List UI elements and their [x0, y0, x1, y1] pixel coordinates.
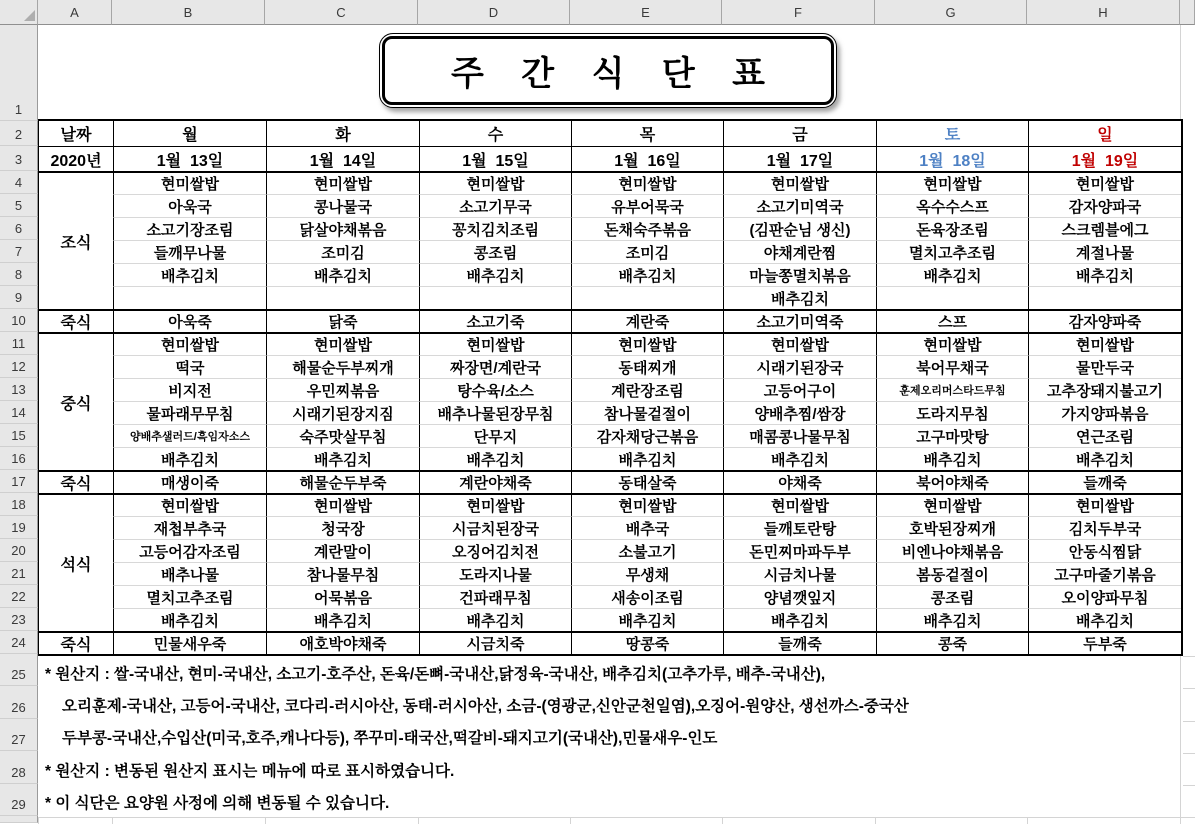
menu-cell-H7[interactable]: 계절나물 — [1028, 240, 1181, 263]
porridge-cell-C17[interactable]: 해물순두부죽 — [266, 470, 419, 493]
menu-cell-E4[interactable]: 현미쌀밥 — [571, 171, 723, 194]
gridline — [112, 818, 113, 824]
row-header-5[interactable]: 5 — [0, 194, 38, 217]
col-header-E[interactable]: E — [570, 0, 722, 25]
cell-A2[interactable]: 날짜 — [60, 127, 92, 144]
menu-cell-F8[interactable]: 마늘쫑멸치볶음 — [723, 263, 876, 286]
date-cell-H[interactable]: 1월 19일 — [1028, 146, 1181, 171]
row-header-16[interactable]: 16 — [0, 447, 38, 470]
menu-cell-B15[interactable]: 양배추샐러드/흑임자소스 — [113, 424, 266, 447]
menu-cell-D16[interactable]: 배추김치 — [419, 447, 571, 470]
porridge-cell-C10[interactable]: 닭죽 — [266, 309, 419, 332]
menu-cell-H22[interactable]: 오이양파무침 — [1028, 585, 1181, 608]
menu-cell-F19[interactable]: 들깨토란탕 — [723, 516, 876, 539]
menu-cell-D21[interactable]: 도라지나물 — [419, 562, 571, 585]
menu-cell-G23[interactable]: 배추김치 — [876, 608, 1028, 631]
menu-cell-G4[interactable]: 현미쌀밥 — [876, 171, 1028, 194]
menu-cell-D15[interactable]: 단무지 — [419, 424, 571, 447]
menu-cell-H14[interactable]: 가지양파볶음 — [1028, 401, 1181, 424]
row-header-20[interactable]: 20 — [0, 539, 38, 562]
porridge-cell-F24[interactable]: 들깨죽 — [723, 631, 876, 654]
row-number-gutter — [0, 25, 38, 823]
day-header-B[interactable]: 월 — [113, 121, 266, 146]
menu-cell-B20[interactable]: 고등어감자조림 — [113, 539, 266, 562]
row-header-stub — [0, 816, 38, 823]
menu-cell-E13[interactable]: 계란장조림 — [571, 378, 723, 401]
row-header-11[interactable]: 11 — [0, 332, 38, 355]
gridline — [265, 818, 266, 824]
menu-cell-E21[interactable]: 무생채 — [571, 562, 723, 585]
menu-cell-G11[interactable]: 현미쌀밥 — [876, 332, 1028, 355]
row-header-3[interactable]: 3 — [0, 146, 38, 171]
menu-cell-E12[interactable]: 동태찌개 — [571, 355, 723, 378]
porridge-label-cell-A24[interactable]: 죽식 — [39, 631, 113, 654]
porridge-label-cell-A10[interactable]: 죽식 — [39, 309, 113, 332]
menu-cell-G6[interactable]: 돈육장조림 — [876, 217, 1028, 240]
title-frame — [382, 36, 834, 105]
menu-cell-H11[interactable]: 현미쌀밥 — [1028, 332, 1181, 355]
row-header-17[interactable]: 17 — [0, 470, 38, 493]
row-header-13[interactable]: 13 — [0, 378, 38, 401]
menu-cell-F14[interactable]: 양배추찜/쌈장 — [723, 401, 876, 424]
date-cell-F[interactable]: 1월 17일 — [723, 146, 876, 171]
menu-cell-C18[interactable]: 현미쌀밥 — [266, 493, 419, 516]
date-cell-C[interactable]: 1월 14일 — [266, 146, 419, 171]
col-header-stub — [1180, 0, 1195, 25]
col-header-B[interactable]: B — [112, 0, 265, 25]
menu-cell-B19[interactable]: 재첩부추국 — [113, 516, 266, 539]
menu-cell-E14[interactable]: 참나물겉절이 — [571, 401, 723, 424]
menu-cell-F23[interactable]: 배추김치 — [723, 608, 876, 631]
menu-cell-D14[interactable]: 배추나물된장무침 — [419, 401, 571, 424]
select-all-corner[interactable] — [0, 0, 38, 25]
menu-cell-G18[interactable]: 현미쌀밥 — [876, 493, 1028, 516]
row-header-15[interactable]: 15 — [0, 424, 38, 447]
porridge-cell-D10[interactable]: 소고기죽 — [419, 309, 571, 332]
menu-cell-C14[interactable]: 시래기된장지짐 — [266, 401, 419, 424]
meal-label-cell-A11[interactable]: 중식 — [39, 332, 113, 470]
gridline — [1180, 818, 1181, 824]
menu-cell-F21[interactable]: 시금치나물 — [723, 562, 876, 585]
menu-cell-H5[interactable]: 감자양파국 — [1028, 194, 1181, 217]
porridge-cell-H17[interactable]: 들깨죽 — [1028, 470, 1181, 493]
menu-cell-H4[interactable]: 현미쌀밥 — [1028, 171, 1181, 194]
menu-cell-F20[interactable]: 돈민찌마파두부 — [723, 539, 876, 562]
menu-cell-G15[interactable]: 고구마맛탕 — [876, 424, 1028, 447]
menu-cell-C11[interactable]: 현미쌀밥 — [266, 332, 419, 355]
menu-cell-G21[interactable]: 봄동겉절이 — [876, 562, 1028, 585]
menu-cell-F11[interactable]: 현미쌀밥 — [723, 332, 876, 355]
row-header-12[interactable]: 12 — [0, 355, 38, 378]
menu-cell-C6[interactable]: 닭살야채볶음 — [266, 217, 419, 240]
page-title: 주 간 식 단 표 — [450, 55, 779, 93]
menu-cell-H13[interactable]: 고추장돼지불고기 — [1028, 378, 1181, 401]
row-header-23[interactable]: 23 — [0, 608, 38, 631]
menu-cell-E23[interactable]: 배추김치 — [571, 608, 723, 631]
porridge-cell-B17[interactable]: 매생이죽 — [113, 470, 266, 493]
row-header-2[interactable]: 2 — [0, 121, 38, 146]
menu-cell-D4[interactable]: 현미쌀밥 — [419, 171, 571, 194]
porridge-cell-H10[interactable]: 감자양파죽 — [1028, 309, 1181, 332]
porridge-cell-G24[interactable]: 콩죽 — [876, 631, 1028, 654]
title-box[interactable] — [379, 33, 837, 108]
porridge-cell-D17[interactable]: 계란야채죽 — [419, 470, 571, 493]
menu-cell-G8[interactable]: 배추김치 — [876, 263, 1028, 286]
menu-cell-C13[interactable]: 우민찌볶음 — [266, 378, 419, 401]
menu-cell-B21[interactable]: 배추나물 — [113, 562, 266, 585]
menu-cell-B7[interactable]: 들깨무나물 — [113, 240, 266, 263]
menu-cell-G9[interactable] — [876, 286, 1028, 309]
menu-cell-C8[interactable]: 배추김치 — [266, 263, 419, 286]
menu-cell-C9[interactable] — [266, 286, 419, 309]
row-header-28[interactable]: 28 — [0, 751, 38, 783]
menu-cell-H18[interactable]: 현미쌀밥 — [1028, 493, 1181, 516]
menu-cell-F18[interactable]: 현미쌀밥 — [723, 493, 876, 516]
menu-cell-G19[interactable]: 호박된장찌개 — [876, 516, 1028, 539]
day-header-D[interactable]: 수 — [419, 121, 571, 146]
menu-cell-C20[interactable]: 계란말이 — [266, 539, 419, 562]
menu-cell-H23[interactable]: 배추김치 — [1028, 608, 1181, 631]
porridge-cell-B10[interactable]: 아욱죽 — [113, 309, 266, 332]
date-cell-E[interactable]: 1월 16일 — [571, 146, 723, 171]
menu-cell-E20[interactable]: 소불고기 — [571, 539, 723, 562]
menu-cell-E11[interactable]: 현미쌀밥 — [571, 332, 723, 355]
menu-cell-G16[interactable]: 배추김치 — [876, 447, 1028, 470]
menu-cell-F4[interactable]: 현미쌀밥 — [723, 171, 876, 194]
menu-cell-D23[interactable]: 배추김치 — [419, 608, 571, 631]
menu-cell-B8[interactable]: 배추김치 — [113, 263, 266, 286]
col-header-G[interactable]: G — [875, 0, 1027, 25]
menu-cell-C19[interactable]: 청국장 — [266, 516, 419, 539]
menu-cell-D19[interactable]: 시금치된장국 — [419, 516, 571, 539]
menu-cell-B4[interactable]: 현미쌀밥 — [113, 171, 266, 194]
menu-cell-C5[interactable]: 콩나물국 — [266, 194, 419, 217]
menu-cell-H15[interactable]: 연근조림 — [1028, 424, 1181, 447]
col-header-F[interactable]: F — [722, 0, 875, 25]
menu-cell-B23[interactable]: 배추김치 — [113, 608, 266, 631]
menu-cell-C16[interactable]: 배추김치 — [266, 447, 419, 470]
menu-cell-E9[interactable] — [571, 286, 723, 309]
row-header-14[interactable]: 14 — [0, 401, 38, 424]
menu-cell-D8[interactable]: 배추김치 — [419, 263, 571, 286]
menu-cell-F6[interactable]: (김판순님 생신) — [723, 217, 876, 240]
menu-cell-H21[interactable]: 고구마줄기볶음 — [1028, 562, 1181, 585]
porridge-cell-D24[interactable]: 시금치죽 — [419, 631, 571, 654]
porridge-cell-E17[interactable]: 동태살죽 — [571, 470, 723, 493]
origin-note-2[interactable]: 오리훈제-국내산, 고등어-국내산, 코다리-러시아산, 동태-러시아산, 소금-(영광군,신안군천일염),오징어-원양산, 생선까스-중국산 — [62, 698, 909, 716]
row-header-21[interactable]: 21 — [0, 562, 38, 585]
day-header-E[interactable]: 목 — [571, 121, 723, 146]
row-header-26[interactable]: 26 — [0, 686, 38, 718]
porridge-cell-E24[interactable]: 땅콩죽 — [571, 631, 723, 654]
menu-cell-F12[interactable]: 시래기된장국 — [723, 355, 876, 378]
menu-cell-D18[interactable]: 현미쌀밥 — [419, 493, 571, 516]
menu-cell-F16[interactable]: 배추김치 — [723, 447, 876, 470]
row-header-18[interactable]: 18 — [0, 493, 38, 516]
menu-cell-F7[interactable]: 야채계란찜 — [723, 240, 876, 263]
menu-cell-D22[interactable]: 건파래무침 — [419, 585, 571, 608]
menu-cell-G5[interactable]: 옥수수스프 — [876, 194, 1028, 217]
porridge-cell-H24[interactable]: 두부죽 — [1028, 631, 1181, 654]
corner-triangle-icon — [24, 10, 35, 21]
row-header-19[interactable]: 19 — [0, 516, 38, 539]
origin-notes — [38, 657, 1195, 818]
date-cell-G[interactable]: 1월 18일 — [876, 146, 1028, 171]
gridline — [722, 818, 723, 824]
menu-cell-D5[interactable]: 소고기무국 — [419, 194, 571, 217]
origin-note-4[interactable]: * 원산지 : 변동된 원산지 표시는 메뉴에 따로 표시하였습니다. — [45, 762, 455, 780]
porridge-cell-B24[interactable]: 민물새우죽 — [113, 631, 266, 654]
menu-cell-G14[interactable]: 도라지무침 — [876, 401, 1028, 424]
menu-cell-B13[interactable]: 비지전 — [113, 378, 266, 401]
gridline — [1027, 818, 1028, 824]
menu-cell-H20[interactable]: 안동식찜닭 — [1028, 539, 1181, 562]
menu-cell-B14[interactable]: 물파래무무침 — [113, 401, 266, 424]
menu-cell-B6[interactable]: 소고기장조림 — [113, 217, 266, 240]
gridline — [418, 818, 419, 824]
col-header-D[interactable]: D — [418, 0, 570, 25]
cell-A3[interactable]: 2020년 — [39, 146, 113, 171]
menu-cell-C22[interactable]: 어묵볶음 — [266, 585, 419, 608]
menu-cell-E19[interactable]: 배추국 — [571, 516, 723, 539]
row-header-8[interactable]: 8 — [0, 263, 38, 286]
gridline — [875, 818, 876, 824]
gridline — [38, 818, 39, 824]
row-header-27[interactable]: 27 — [0, 719, 38, 751]
row-header-7[interactable]: 7 — [0, 240, 38, 263]
day-header-G[interactable]: 토 — [876, 121, 1028, 146]
col-header-C[interactable]: C — [265, 0, 418, 25]
menu-cell-H8[interactable]: 배추김치 — [1028, 263, 1181, 286]
menu-cell-D13[interactable]: 탕수육/소스 — [419, 378, 571, 401]
menu-cell-D20[interactable]: 오징어김치전 — [419, 539, 571, 562]
menu-cell-G20[interactable]: 비엔나야채볶음 — [876, 539, 1028, 562]
menu-cell-B16[interactable]: 배추김치 — [113, 447, 266, 470]
row-header-29[interactable]: 29 — [0, 784, 38, 816]
menu-cell-E7[interactable]: 조미김 — [571, 240, 723, 263]
row-header-10[interactable]: 10 — [0, 309, 38, 332]
menu-cell-E15[interactable]: 감자채당근볶음 — [571, 424, 723, 447]
menu-cell-E6[interactable]: 돈채숙주볶음 — [571, 217, 723, 240]
row-header-24[interactable]: 24 — [0, 631, 38, 654]
menu-cell-D9[interactable] — [419, 286, 571, 309]
menu-cell-E18[interactable]: 현미쌀밥 — [571, 493, 723, 516]
menu-cell-D12[interactable]: 짜장면/계란국 — [419, 355, 571, 378]
menu-cell-C15[interactable]: 숙주맛살무침 — [266, 424, 419, 447]
menu-cell-B12[interactable]: 떡국 — [113, 355, 266, 378]
porridge-cell-F10[interactable]: 소고기미역죽 — [723, 309, 876, 332]
menu-cell-C12[interactable]: 해물순두부찌개 — [266, 355, 419, 378]
menu-cell-E16[interactable]: 배추김치 — [571, 447, 723, 470]
column-header-bar — [0, 0, 1195, 25]
menu-cell-H9[interactable] — [1028, 286, 1181, 309]
porridge-cell-E10[interactable]: 계란죽 — [571, 309, 723, 332]
menu-cell-F13[interactable]: 고등어구이 — [723, 378, 876, 401]
row-header-1[interactable]: 1 — [0, 25, 38, 121]
origin-note-1[interactable]: * 원산지 : 쌀-국내산, 현미-국내산, 소고기-호주산, 돈육/돈뼈-국내산,닭정육-국내산, 배추김치(고추가루, 배추-국내산), — [45, 666, 826, 684]
porridge-cell-G17[interactable]: 북어야채죽 — [876, 470, 1028, 493]
origin-note-3[interactable]: 두부콩-국내산,수입산(미국,호주,캐나다등), 쭈꾸미-태국산,떡갈비-돼지고기(국내산),민물새우-인도 — [62, 730, 718, 748]
menu-cell-H16[interactable]: 배추김치 — [1028, 447, 1181, 470]
porridge-cell-C24[interactable]: 애호박야채죽 — [266, 631, 419, 654]
row-header-4[interactable]: 4 — [0, 171, 38, 194]
menu-cell-C21[interactable]: 참나물무침 — [266, 562, 419, 585]
menu-cell-B5[interactable]: 아욱국 — [113, 194, 266, 217]
menu-cell-B11[interactable]: 현미쌀밥 — [113, 332, 266, 355]
menu-cell-H12[interactable]: 물만두국 — [1028, 355, 1181, 378]
menu-cell-H6[interactable]: 스크렘블에그 — [1028, 217, 1181, 240]
menu-cell-G12[interactable]: 북어무채국 — [876, 355, 1028, 378]
menu-cell-B22[interactable]: 멸치고추조림 — [113, 585, 266, 608]
menu-cell-F15[interactable]: 매콤콩나물무침 — [723, 424, 876, 447]
meal-plan-table — [37, 119, 1183, 656]
menu-cell-H19[interactable]: 김치두부국 — [1028, 516, 1181, 539]
menu-cell-E8[interactable]: 배추김치 — [571, 263, 723, 286]
day-header-F[interactable]: 금 — [723, 121, 876, 146]
day-header-H[interactable]: 일 — [1028, 121, 1181, 146]
row-header-22[interactable]: 22 — [0, 585, 38, 608]
menu-cell-B9[interactable] — [113, 286, 266, 309]
porridge-cell-F17[interactable]: 야채죽 — [723, 470, 876, 493]
menu-cell-C4[interactable]: 현미쌀밥 — [266, 171, 419, 194]
date-cell-D[interactable]: 1월 15일 — [419, 146, 571, 171]
row-header-25[interactable]: 25 — [0, 654, 38, 686]
notice-note[interactable]: * 이 식단은 요양원 사정에 의해 변동될 수 있습니다. — [45, 794, 390, 812]
gridline — [570, 818, 571, 824]
menu-cell-F5[interactable]: 소고기미역국 — [723, 194, 876, 217]
row-header-9[interactable]: 9 — [0, 286, 38, 309]
date-cell-B[interactable]: 1월 13일 — [113, 146, 266, 171]
menu-cell-B18[interactable]: 현미쌀밥 — [113, 493, 266, 516]
porridge-label-cell-A17[interactable]: 죽식 — [39, 470, 113, 493]
menu-cell-D7[interactable]: 콩조림 — [419, 240, 571, 263]
menu-cell-C7[interactable]: 조미김 — [266, 240, 419, 263]
meal-label-cell-A18[interactable]: 석식 — [39, 493, 113, 631]
menu-cell-G22[interactable]: 콩조림 — [876, 585, 1028, 608]
col-header-A[interactable]: A — [38, 0, 112, 25]
menu-cell-G13[interactable]: 훈제오리머스타드무침 — [876, 378, 1028, 401]
meal-label-cell-A4[interactable]: 조식 — [39, 171, 113, 309]
col-header-H[interactable]: H — [1027, 0, 1180, 25]
menu-cell-C23[interactable]: 배추김치 — [266, 608, 419, 631]
day-header-C[interactable]: 화 — [266, 121, 419, 146]
menu-cell-E22[interactable]: 새송이조림 — [571, 585, 723, 608]
porridge-cell-G10[interactable]: 스프 — [876, 309, 1028, 332]
row-header-6[interactable]: 6 — [0, 217, 38, 240]
menu-cell-F9[interactable]: 배추김치 — [723, 286, 876, 309]
menu-cell-E5[interactable]: 유부어묵국 — [571, 194, 723, 217]
menu-cell-D6[interactable]: 꽁치김치조림 — [419, 217, 571, 240]
menu-cell-F22[interactable]: 양념깻잎지 — [723, 585, 876, 608]
menu-cell-G7[interactable]: 멸치고추조림 — [876, 240, 1028, 263]
menu-cell-D11[interactable]: 현미쌀밥 — [419, 332, 571, 355]
